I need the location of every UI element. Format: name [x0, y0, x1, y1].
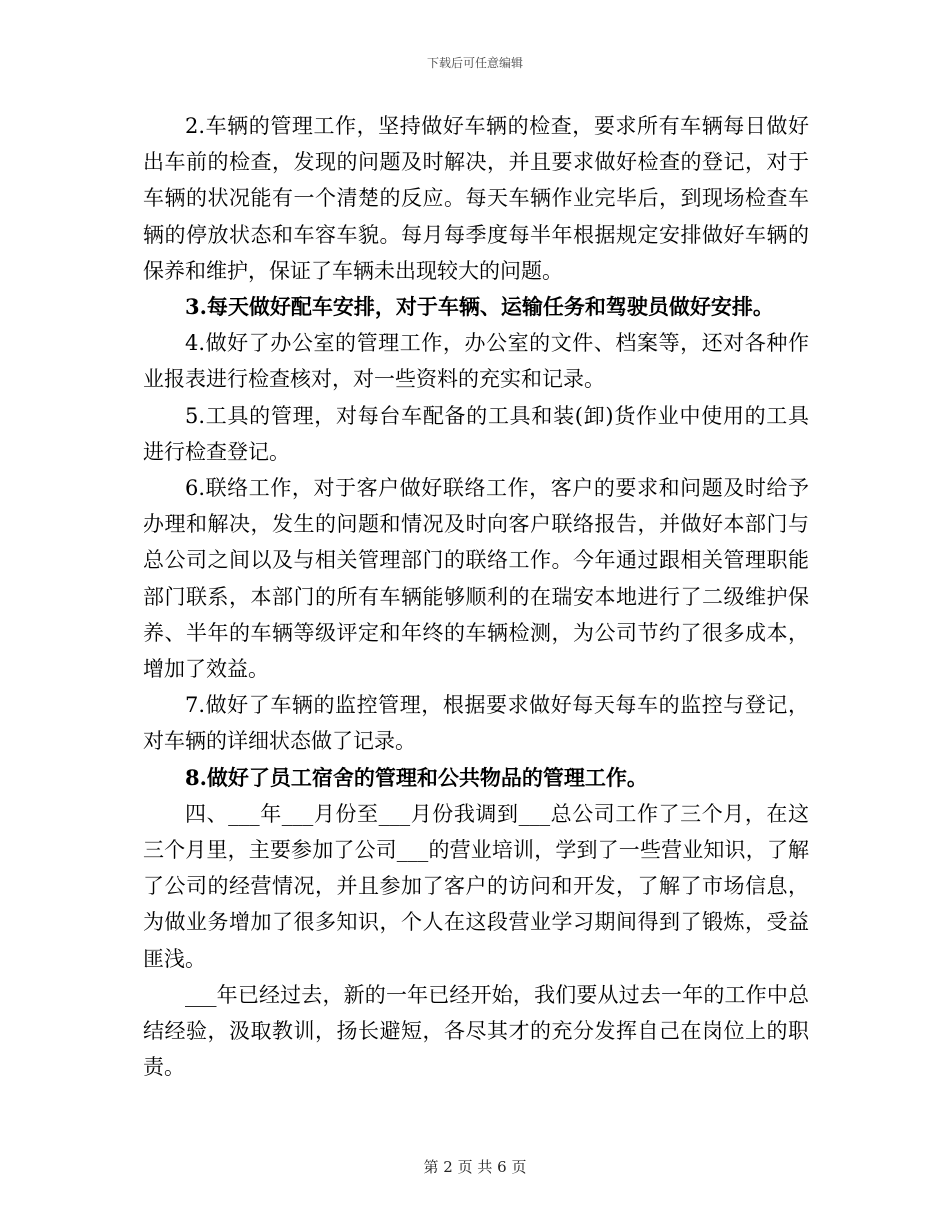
paragraph-training-experience: 四、___年___月份至___月份我调到___总公司工作了三个月，在这三个月里，主要参加了公司___的营业培训，学到了一些营业知识，了解了公司的经营情况，并且参加了客户的访问和开发，了解了市场信息，为做业务增加了很多知识，个人在这段营业学习期间得到了锻炼，受益匪浅。 [143, 801, 809, 971]
paragraph-dormitory-management: 8.做好了员工宿舍的管理和公共物品的管理工作。 [185, 764, 648, 790]
paragraph-conclusion: ___年已经过去，新的一年已经开始，我们要从过去一年的工作中总结经验，汲取教训，扬长避短，各尽其才的充分发挥自己在岗位上的职责。 [143, 982, 809, 1080]
page-footer: 第 2 页 共 6 页 [423, 1158, 527, 1176]
paragraph-vehicle-monitoring: 7.做好了车辆的监控管理，根据要求做好每天每车的监控与登记，对车辆的详细状态做了记录。 [143, 693, 809, 754]
paragraph-liaison-work: 6.联络工作，对于客户做好联络工作，客户的要求和问题及时给予办理和解决，发生的问题和情况及时向客户联络报告，并做好本部门与总公司之间以及与相关管理部门的联络工作。今年通过跟相关管理职能部门联系，本部门的所有车辆能够顺利的在瑞安本地进行了二级维护保养、半年的车辆等级评定和年终的车辆检测，为公司节约了很多成本，增加了效益。 [143, 476, 809, 682]
page-header: 下载后可任意编辑 [426, 56, 523, 70]
paragraph-office-management: 4.做好了办公室的管理工作，办公室的文件、档案等，还对各种作业报表进行检查核对，对一些资料的充实和记录。 [143, 331, 809, 392]
paragraph-tool-management: 5.工具的管理，对每台车配备的工具和装(卸)货作业中使用的工具进行检查登记。 [143, 403, 809, 464]
document-body [143, 108, 809, 1085]
paragraph-vehicle-management: 2.车辆的管理工作，坚持做好车辆的检查，要求所有车辆每日做好出车前的检查，发现的问题及时解决，并且要求做好检查的登记，对于车辆的状况能有一个清楚的反应。每天车辆作业完毕后，到现场检查车辆的停放状态和车容车貌。每月每季度每半年根据规定安排做好车辆的保养和维护，保证了车辆未出现较大的问题。 [143, 114, 809, 283]
paragraph-dispatch-arrangement: 3.每天做好配车安排，对于车辆、运输任务和驾驶员做好安排。 [185, 294, 774, 320]
